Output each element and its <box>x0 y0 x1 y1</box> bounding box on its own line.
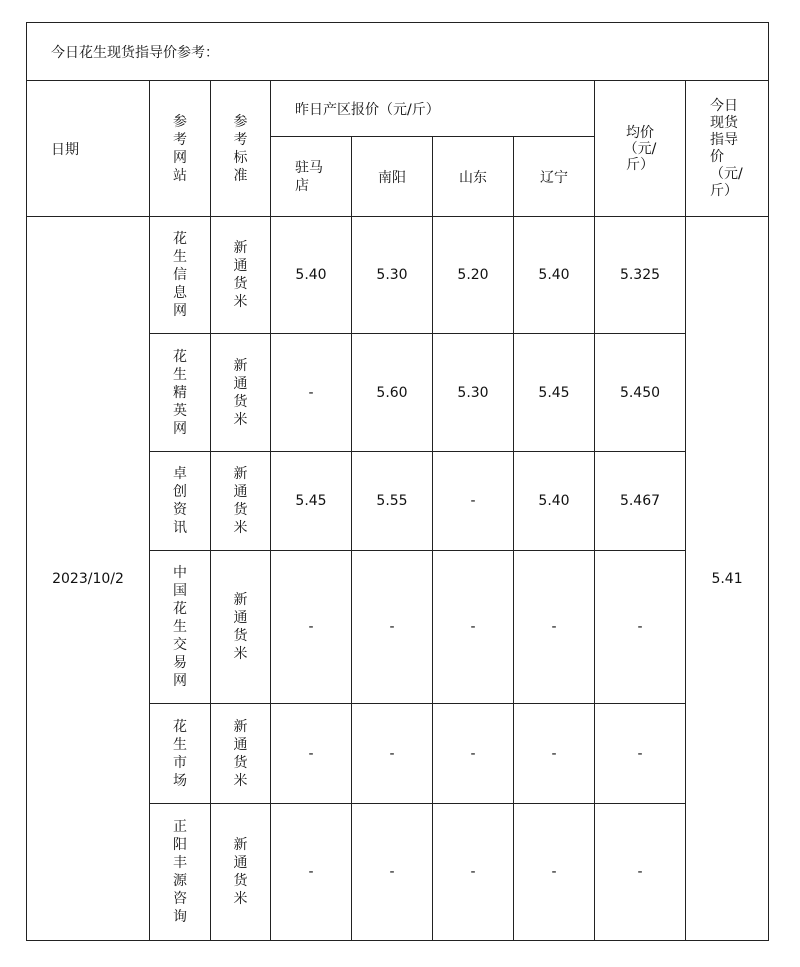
price-avg: 5.467 <box>595 452 686 551</box>
standard-cell: 新通货米 <box>211 217 271 334</box>
price-avg: - <box>595 704 686 804</box>
header-row-1 <box>27 81 769 137</box>
standard-cell: 新通货米 <box>211 452 271 551</box>
price-avg: - <box>595 551 686 704</box>
standard-cell: 新通货米 <box>211 704 271 804</box>
price-table <box>26 22 769 941</box>
header-site: 参考网站 <box>150 81 211 217</box>
header-guide: 今日现货指导价 （元/斤） <box>686 81 769 217</box>
price-nanyang: - <box>352 804 433 941</box>
price-shandong: 5.30 <box>433 334 514 452</box>
price-liaoning: 5.40 <box>514 452 595 551</box>
price-shandong: - <box>433 804 514 941</box>
title-row <box>27 23 769 81</box>
date-cell: 2023/10/2 <box>27 217 150 941</box>
price-liaoning: - <box>514 804 595 941</box>
site-cell: 正阳丰源咨询 <box>150 804 211 941</box>
price-avg: 5.450 <box>595 334 686 452</box>
price-zhumadian: - <box>271 704 352 804</box>
price-nanyang: - <box>352 704 433 804</box>
price-shandong: - <box>433 704 514 804</box>
header-region-nanyang: 南阳 <box>352 137 433 217</box>
price-avg: 5.325 <box>595 217 686 334</box>
price-nanyang: 5.30 <box>352 217 433 334</box>
price-liaoning: 5.45 <box>514 334 595 452</box>
site-cell: 卓创资讯 <box>150 452 211 551</box>
table-row <box>27 217 769 334</box>
header-avg: 均价（元/斤） <box>595 81 686 217</box>
header-region-group: 昨日产区报价（元/斤） <box>271 81 595 137</box>
standard-cell: 新通货米 <box>211 804 271 941</box>
price-zhumadian: 5.45 <box>271 452 352 551</box>
price-zhumadian: - <box>271 334 352 452</box>
header-region-shandong: 山东 <box>433 137 514 217</box>
price-avg: - <box>595 804 686 941</box>
price-nanyang: - <box>352 551 433 704</box>
price-zhumadian: - <box>271 804 352 941</box>
table-title: 今日花生现货指导价参考： <box>27 23 769 81</box>
site-cell: 花生精英网 <box>150 334 211 452</box>
price-liaoning: - <box>514 551 595 704</box>
standard-cell: 新通货米 <box>211 334 271 452</box>
header-date: 日期 <box>27 81 150 217</box>
site-cell: 花生市场 <box>150 704 211 804</box>
header-standard: 参考标准 <box>211 81 271 217</box>
standard-cell: 新通货米 <box>211 551 271 704</box>
price-liaoning: 5.40 <box>514 217 595 334</box>
price-shandong: - <box>433 551 514 704</box>
price-shandong: 5.20 <box>433 217 514 334</box>
price-liaoning: - <box>514 704 595 804</box>
price-zhumadian: - <box>271 551 352 704</box>
guide-price-cell: 5.41 <box>686 217 769 941</box>
price-shandong: - <box>433 452 514 551</box>
price-nanyang: 5.60 <box>352 334 433 452</box>
header-region-zhumadian: 驻马店 <box>271 137 352 217</box>
site-cell: 中国花生交易网 <box>150 551 211 704</box>
header-region-liaoning: 辽宁 <box>514 137 595 217</box>
site-cell: 花生信息网 <box>150 217 211 334</box>
price-nanyang: 5.55 <box>352 452 433 551</box>
price-zhumadian: 5.40 <box>271 217 352 334</box>
